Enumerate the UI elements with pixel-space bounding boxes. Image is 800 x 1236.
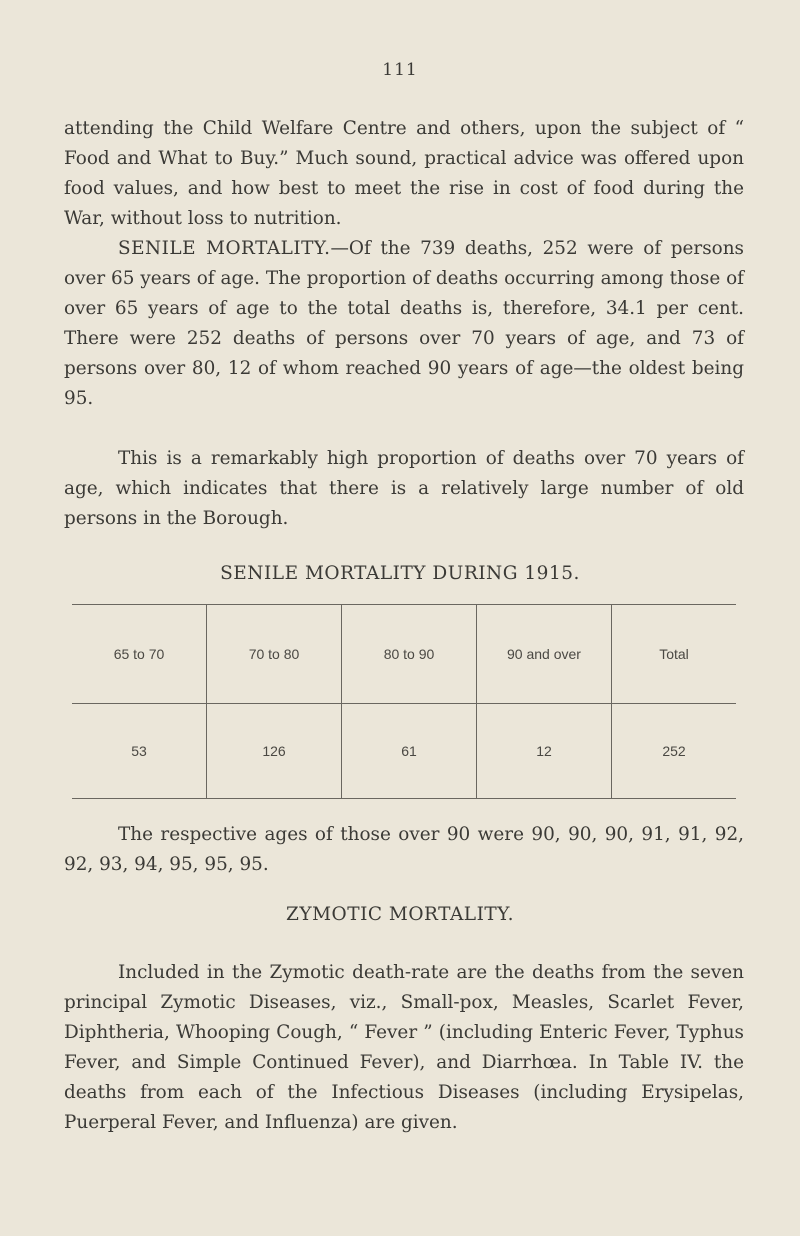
value-cell: 61 xyxy=(342,704,477,799)
header-cell: 70 to 80 xyxy=(207,605,342,704)
paragraph-child-welfare: attending the Child Welfare Centre and others, upon the subject of “ Food and What to Buy.” Much sound, practical advice was offered upon food values, and how best to meet the rise in cost of food during the War, without loss to nutrition. xyxy=(64,118,744,229)
value-cell: 12 xyxy=(477,704,612,799)
page-number: 111 xyxy=(382,60,418,80)
header-cell: 90 and over xyxy=(477,605,612,704)
value-cell: 252 xyxy=(612,704,737,799)
senile-mortality-table xyxy=(72,604,736,799)
paragraph-senile-mortality xyxy=(64,234,744,414)
senile-mortality-text: —Of the 739 deaths, 252 were of persons over 65 years of age. The proportion of deaths occurring among those of over 65 years of age to the total deaths is, therefore, 34.1 per cent. There were 252 deaths of persons over 70 years of age, and 73 of persons over 80, 12 of whom reached 90 years of age—the oldest being 95. xyxy=(64,238,745,409)
value-cell: 126 xyxy=(207,704,342,799)
header-cell: 65 to 70 xyxy=(72,605,207,704)
value-cell: 53 xyxy=(72,704,207,799)
header-cell: Total xyxy=(612,605,737,704)
section-heading-zymotic: ZYMOTIC MORTALITY. xyxy=(286,904,514,925)
table-value-row xyxy=(72,704,736,799)
table-header-row xyxy=(72,605,736,704)
paragraph-ages-over-90: The respective ages of those over 90 were 90, 90, 90, 91, 91, 92, 92, 93, 94, 95, 95, 95. xyxy=(64,824,744,875)
header-cell: 80 to 90 xyxy=(342,605,477,704)
senile-mortality-run-in-heading: SENILE MORTALITY. xyxy=(118,238,331,259)
paragraph-zymotic: Included in the Zymotic death-rate are the deaths from the seven principal Zymotic Diseases, viz., Small-pox, Measles, Scarlet Fever, Diphtheria, Whooping Cough, “ Fever ” (including Enteric Fever, Typhus Fever, and Simple Continued Fever), and Diarrhœa. In Table IV. the deaths from each of the Infectious Diseases (including Erysipelas, Puerperal Fever, and Influenza) are given. xyxy=(64,962,744,1133)
paragraph-high-proportion: This is a remarkably high proportion of deaths over 70 years of age, which indicates that there is a relatively large number of old persons in the Borough. xyxy=(64,448,744,529)
table-title: SENILE MORTALITY DURING 1915. xyxy=(220,563,580,584)
